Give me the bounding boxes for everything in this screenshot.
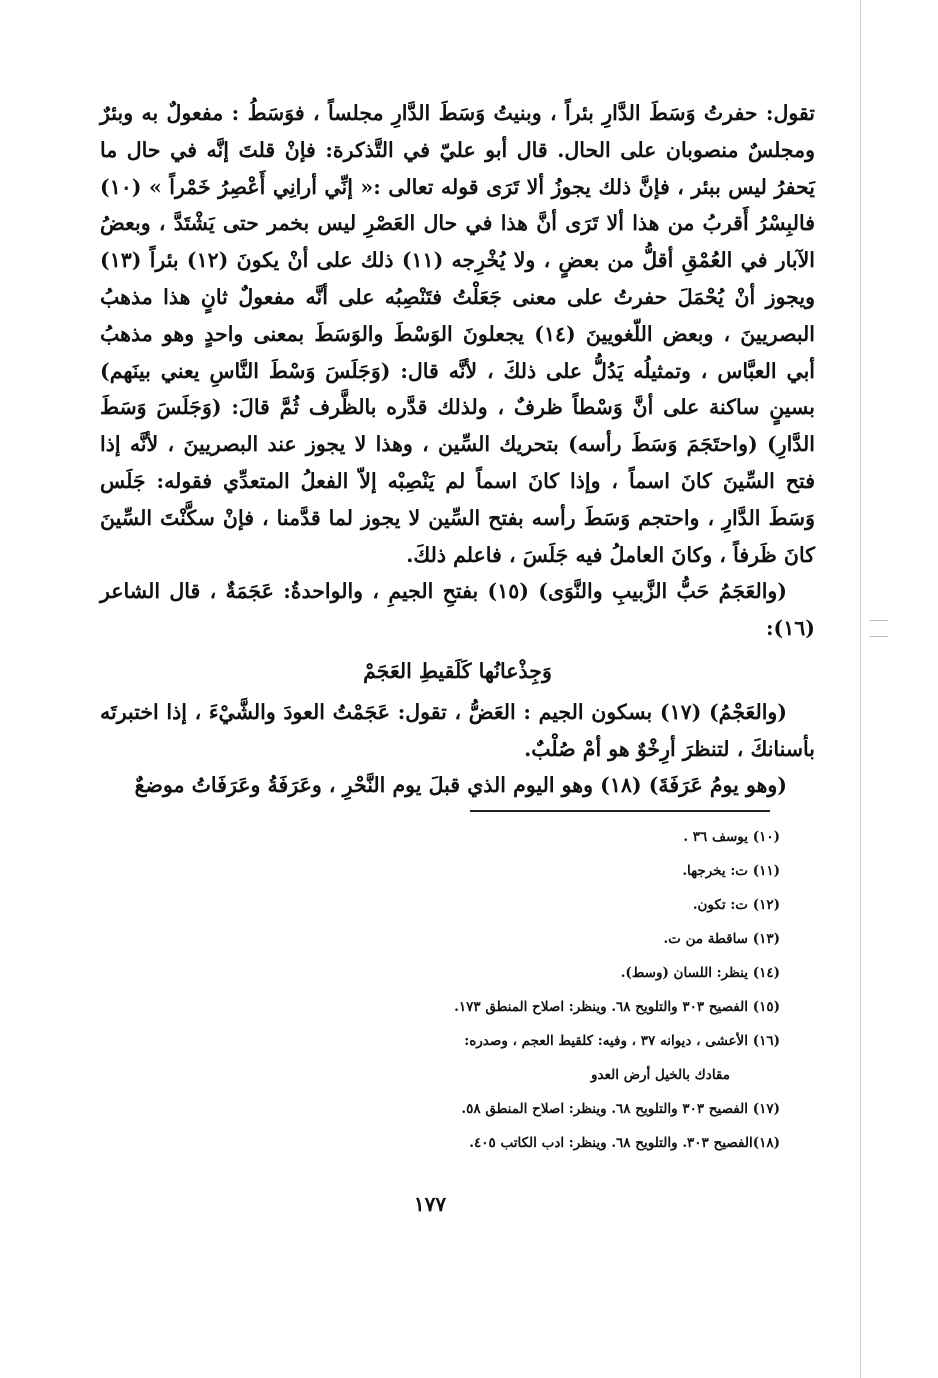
footnote-16-verse: مقادك بالخيل أرض العدو <box>591 1067 730 1083</box>
footnote-13: (١٣) ساقطة من ت. <box>663 931 780 947</box>
paragraph-4: (وهو يومُ عَرَفَةَ) (١٨) وهو اليوم الذي قبلَ يوم النَّحْرِ ، وعَرَفَةُ وعَرَفَاتُ موضعٌ <box>134 773 787 798</box>
page-edge-line <box>860 0 861 1378</box>
footnote-11: (١١) ت: يخرجها. <box>682 863 780 879</box>
footnote-separator <box>470 810 770 812</box>
main-text <box>100 95 815 804</box>
footnote-18: (١٨)الفصيح ٣٠٣. والتلويح ٦٨. وينظر: ادب الكاتب ٤٠٥. <box>469 1135 780 1151</box>
paragraph-2: (والعَجَمُ حَبُّ الزَّبيبِ والنَّوَى) (١٥) بفتحِ الجيمِ ، والواحدةُ: عَجَمَةٌ ، قال الشاعر (١٦): <box>100 579 815 641</box>
footnote-16: (١٦) الأعشى ، ديوانه ٣٧ ، وفيه: كلقيط العجم ، وصدره: <box>464 1033 780 1049</box>
footnote-10: (١٠) يوسف ٣٦ . <box>683 829 780 845</box>
footnote-15: (١٥) الفصيح ٣٠٣ والتلويح ٦٨. وينظر: اصلاح المنطق ١٧٣. <box>454 999 780 1015</box>
verse-line: وَجِذْعانُها كَلَقيطِ العَجَمْ <box>363 658 552 683</box>
footnote-17: (١٧) الفصيح ٣٠٣ والتلويح ٦٨. وينظر: اصلاح المنطق ٥٨. <box>461 1101 780 1117</box>
paragraph-3: (والعَجْمُ) (١٧) بسكون الجيم : العَضُّ ، تقول: عَجَمْتُ العودَ والشَّيْءَ ، إذا اختبرتَه بأسنانكَ ، لتنظرَ أرِخْوٌ هو أمْ صُلْبٌ. <box>100 699 815 761</box>
page-number: ١٧٧ <box>413 1192 447 1216</box>
footnote-12: (١٢) ت: تكون. <box>692 897 780 913</box>
footnotes <box>320 820 780 1160</box>
page-edge-mark <box>870 620 888 621</box>
paragraph-1: تقول: حفرتُ وَسَطَ الدَّارِ بئراً ، وبنيتُ وَسَطَ الدَّارِ مجلساً ، فوَسَطُ : مفعولٌ به وبئرٌ ومجلسٌ منصوبان على الحال. قال أبو عليّ في التَّذكرة: فإنْ قلتَ إنَّه في حال ما يَحفرُ ليس ببئر ، فإنَّ ذلك يجوزُ ألا تَرَى قوله تعالى :« إنِّي أرانِي أَعْصِرُ خَمْراً » (١٠) فالبِسْرُ أَقربُ من هذا ألا تَرَى أنَّ هذا في حال العَصْرِ ليس بخمر حتى يَشْتَدَّ ، وبعضُ الآبار في العُمْقِ أقلُّ من بعضٍ ، ولا يُخْرِجه (١١) ذلك على أنْ يكونَ (١٢) بئراً (١٣) ويجوز أنْ يُحْمَلَ حفرتُ على معنى جَعَلْتُ فتَنْصِبُه على أنَّه مفعولٌ ثانٍ هذا مذهبُ البصريينَ ، وبعض اللّغويينَ (١٤) يجعلونَ الوَسْطَ والوَسَطَ بمعنى واحدٍ وهو مذهبُ أبي العبَّاس ، وتمثيلُه يَدُلُّ على ذلكَ ، لأنَّه قال: (وَجَلَسَ وَسْطَ النَّاسِ يعني بينَهم) بسينٍ ساكنة على أنَّ وَسْطاً ظرفٌ ، ولذلك قدَّره بالظَّرف ثُمَّ قالَ: (وَجَلَسَ وَسَطَ الدَّارِ) (واحتَجَمَ وَسَطَ رأسه) بتحريك السِّين ، وهذا لا يجوز عند البصريينَ ، لأنَّه إذا فتح السِّينَ كانَ اسماً ، وإذا كانَ اسماً لم يَنْصِبْه إلاّ الفعلُ المتعدِّي فقوله: جَلَس وَسَطَ الدَّارِ ، واحتجم وَسَطَ رأسه بفتح السِّين لا يجوز لما قدَّمنا ، فإنْ سكَّنْتَ السِّينَ كانَ ظَرفاً ، وكانَ العاملُ فيه جَلَسَ ، فاعلم ذلكَ. <box>100 101 816 567</box>
footnote-14: (١٤) ينظر: اللسان (وسط). <box>620 965 780 981</box>
page-edge-mark <box>870 636 888 637</box>
